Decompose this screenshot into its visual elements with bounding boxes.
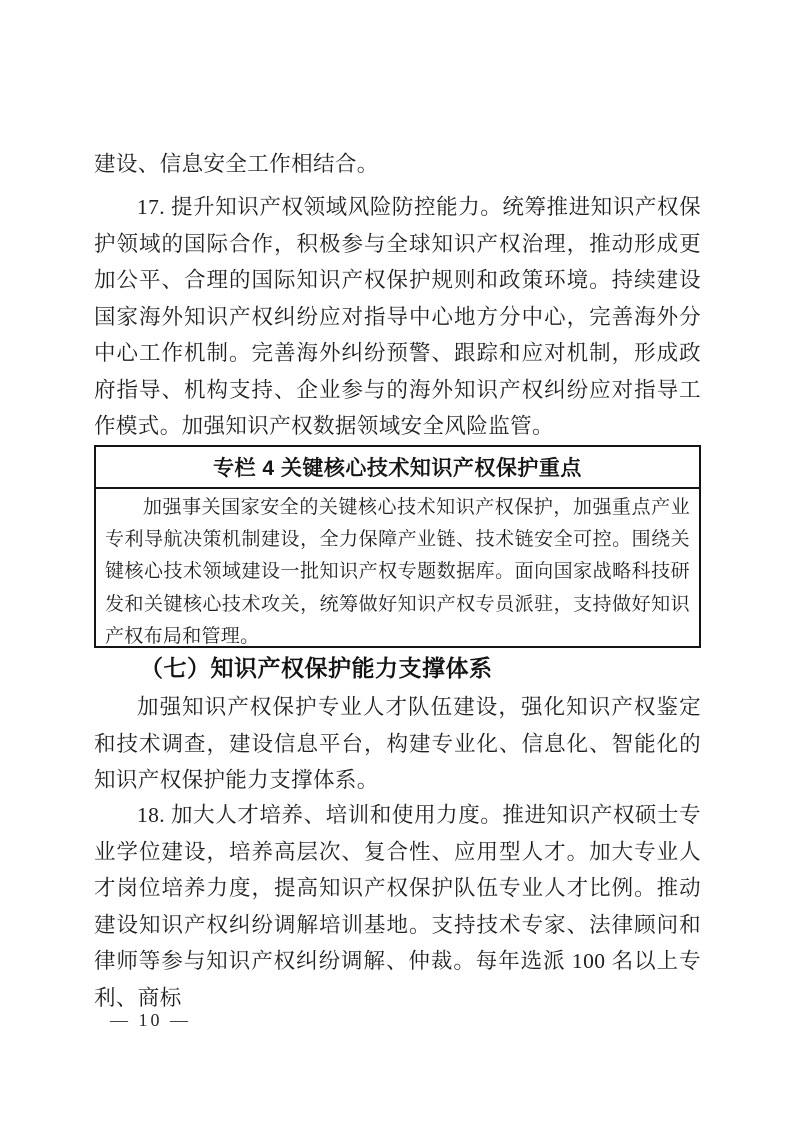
box-title: 专栏 4 关键核心技术知识产权保护重点 [96,447,699,489]
highlight-box-zhuanlan-4 [94,445,701,648]
page-number: — 10 — [110,1010,191,1030]
paragraph-17: 17. 提升知识产权领域风险防控能力。统筹推进知识产权保护领域的国际合作，积极参与全球知识产权治理，推动形成更加公平、合理的国际知识产权保护规则和政策环境。持续建设国家海外知识产权纠纷应对指导中心地方分中心，完善海外分中心工作机制。完善海外纠纷预警、跟踪和应对机制，形成政府指导、机构支持、企业参与的海外知识产权纠纷应对指导工作模式。加强知识产权数据领域安全风险监管。 [94,195,701,438]
box-body: 加强事关国家安全的关键核心技术知识产权保护，加强重点产业专利导航决策机制建设，全力保障产业链、技术链安全可控。围绕关键核心技术领域建设一批知识产权专题数据库。面向国家战略科技研发和关键核心技术攻关，统筹做好知识产权专员派驻，支持做好知识产权布局和管理。 [105,497,690,647]
paragraph-support-system: 加强知识产权保护专业人才队伍建设，强化知识产权鉴定和技术调查，建设信息平台，构建专业化、信息化、智能化的知识产权保护能力支撑体系。 [94,695,701,792]
paragraph-continuation: 建设、信息安全工作相结合。 [94,152,379,176]
section-heading: （七）知识产权保护能力支撑体系 [140,655,493,681]
paragraph-18: 18. 加大人才培养、培训和使用力度。推进知识产权硕士专业学位建设，培养高层次、复合性、应用型人才。加大专业人才岗位培养力度，提高知识产权保护队伍专业人才比例。推动建设知识产权纠纷调解培训基地。支持技术专家、法律顾问和律师等参与知识产权纠纷调解、仲裁。每年选派 100 名以上专利、商标 [94,803,701,1010]
